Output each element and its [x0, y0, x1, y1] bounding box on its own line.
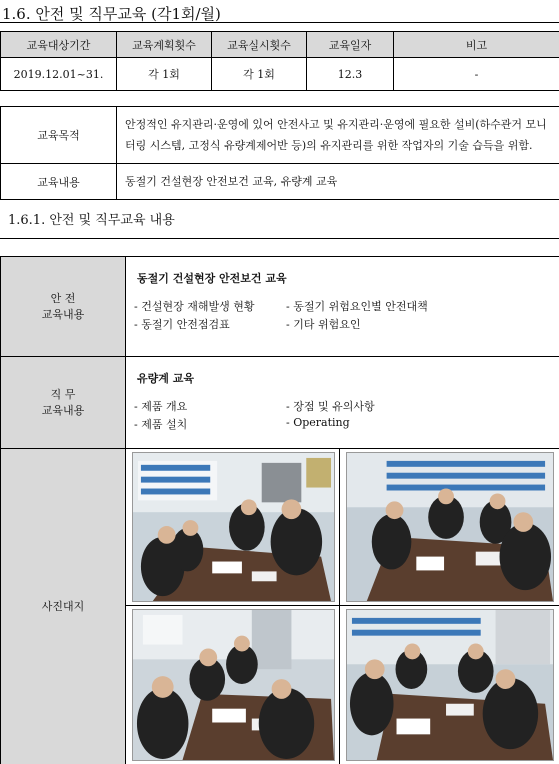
training-photo-1	[132, 452, 335, 602]
job-label	[1, 357, 126, 449]
content-label: 교육내용	[1, 164, 117, 200]
safety-item: - 동절기 안전점검표	[134, 318, 230, 331]
photo-grid	[126, 449, 559, 764]
job-row	[1, 357, 559, 449]
header-period: 교육대상기간	[1, 32, 117, 58]
job-label-line2: 교육내용	[41, 403, 85, 417]
safety-label-line1: 안 전	[50, 291, 76, 305]
details-table	[0, 256, 559, 764]
safety-items	[134, 298, 551, 332]
purpose-row	[1, 107, 559, 164]
content-row	[1, 164, 559, 200]
safety-title: 동절기 건설현장 안전보건 교육	[137, 272, 287, 285]
job-title: 유량계 교육	[137, 372, 194, 385]
cell-period: 2019.12.01~31.	[1, 58, 117, 91]
safety-content	[126, 257, 559, 357]
sub-heading: 1.6.1. 안전 및 직무교육 내용	[8, 213, 175, 228]
section-heading: 1.6. 안전 및 직무교육 (각1회/월)	[2, 5, 221, 23]
purpose-label: 교육목적	[1, 107, 117, 164]
summary-table	[0, 31, 559, 91]
cell-remarks: -	[394, 58, 559, 91]
safety-item: - 건설현장 재해발생 현황	[134, 300, 255, 313]
job-content	[126, 357, 559, 449]
header-planned: 교육계획횟수	[117, 32, 212, 58]
purpose-text: 안정적인 유지관리·운영에 있어 안전사고 및 유지관리·운영에 필요한 설비(하수관거 모니터링 시스템, 고정식 유량계제어반 등)의 유지관리를 위한 작업자의 기술 습득을 위함.	[117, 107, 559, 164]
safety-label	[1, 257, 126, 357]
safety-item: - 기타 위험요인	[286, 318, 361, 331]
photo-row	[1, 449, 559, 764]
content-text: 동절기 건설현장 안전보건 교육, 유량계 교육	[117, 164, 559, 200]
training-photo-3	[132, 609, 335, 761]
job-item: - 제품 개요	[134, 400, 188, 413]
photo-label: 사진대지	[1, 449, 126, 764]
safety-row	[1, 257, 559, 357]
job-item: - 장점 및 유의사항	[286, 400, 375, 413]
job-items	[134, 398, 551, 432]
job-item: - 제품 설치	[134, 418, 188, 431]
cell-planned: 각 1회	[117, 58, 212, 91]
summary-header-row	[1, 32, 559, 58]
job-item: - Operating	[286, 416, 350, 429]
header-remarks: 비고	[394, 32, 559, 58]
training-photo-4	[346, 609, 554, 761]
job-label-line1: 직 무	[50, 387, 76, 401]
safety-label-line2: 교육내용	[41, 307, 85, 321]
sub-heading-rule	[0, 238, 559, 239]
summary-data-row	[1, 58, 559, 91]
training-photo-2	[346, 452, 554, 602]
cell-conducted: 각 1회	[212, 58, 307, 91]
safety-item: - 동절기 위험요인별 안전대책	[286, 300, 428, 313]
purpose-table	[0, 106, 559, 200]
heading-rule	[0, 22, 559, 23]
cell-date: 12.3	[307, 58, 394, 91]
header-date: 교육일자	[307, 32, 394, 58]
header-conducted: 교육실시횟수	[212, 32, 307, 58]
